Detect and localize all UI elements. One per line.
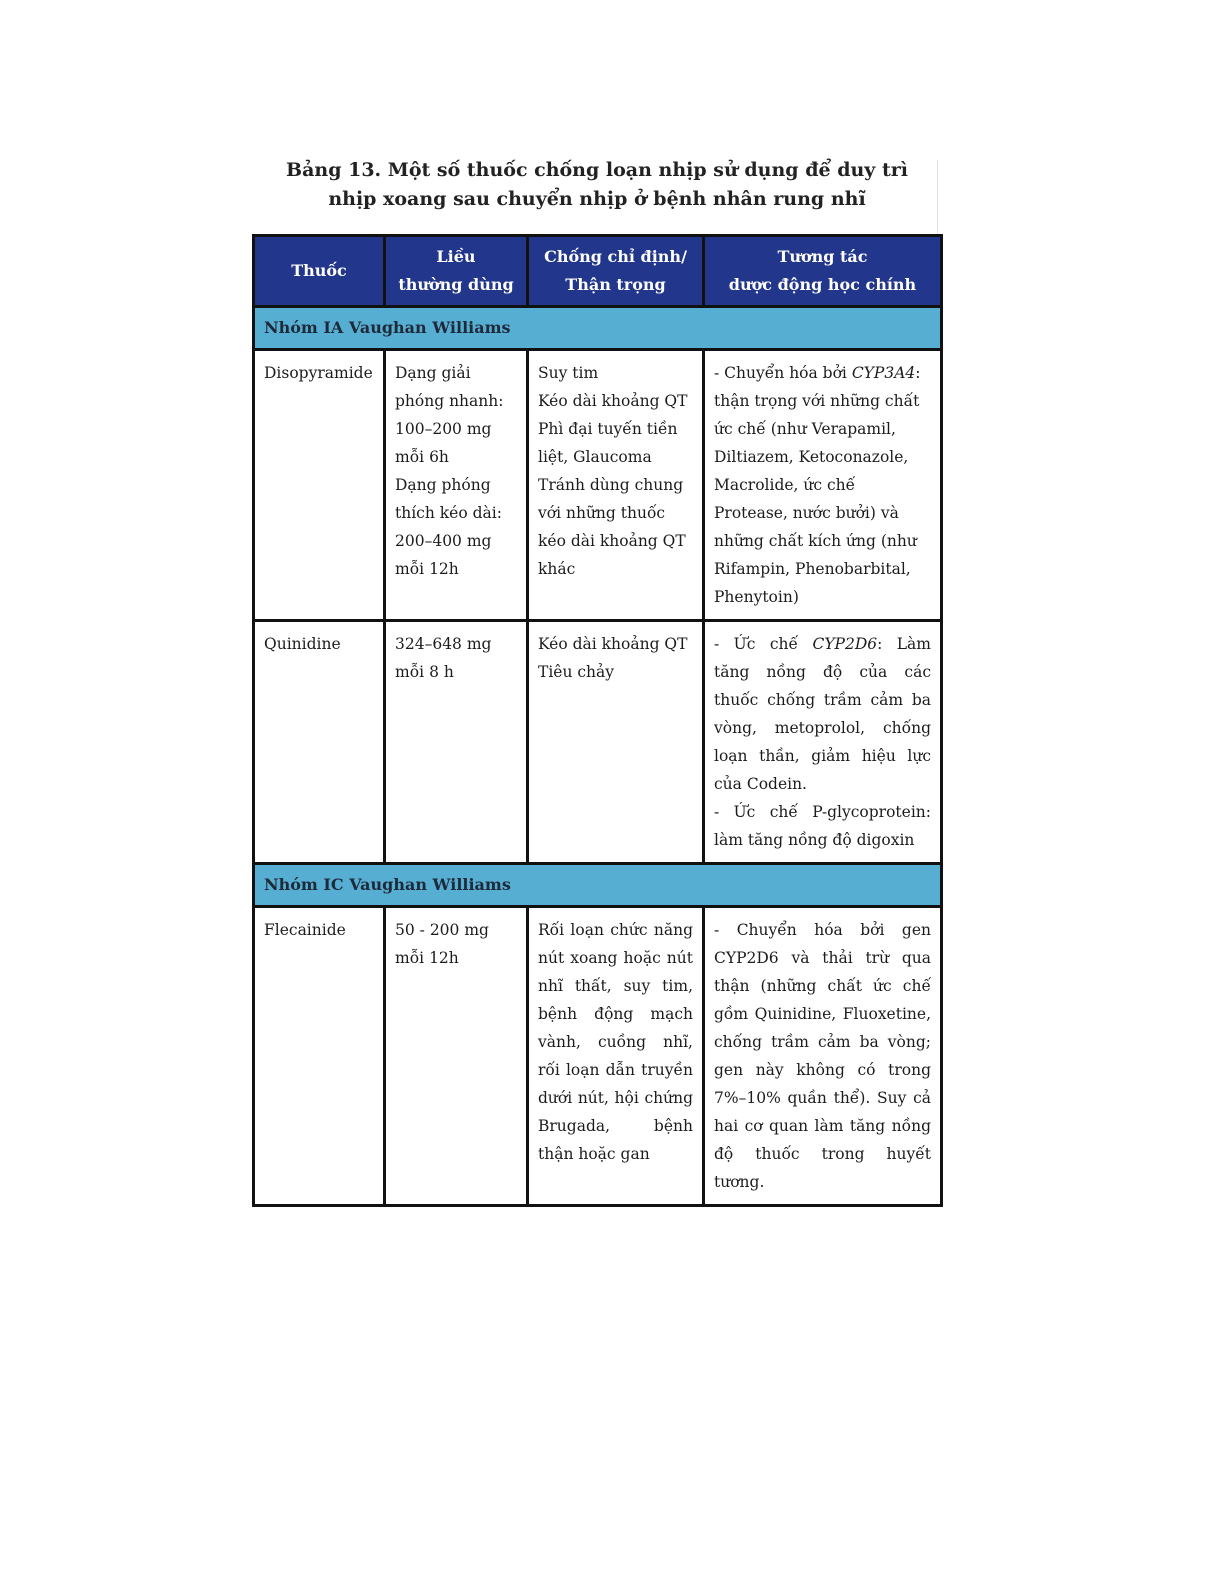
interaction-cell: - Chuyển hóa bởi gen CYP2D6 và thải trừ qua thận (những chất ức chế gồm Quinidine, Fluoxetine, chống trầm cảm ba vòng; gen này không có trong 7%–10% quần thể). Suy cả hai cơ quan làm tăng nồng độ thuốc trong huyết tương.: [704, 907, 942, 1206]
table-row-quinidine: [254, 621, 942, 864]
header-contraindication: Chống chỉ định/ Thận trọng: [528, 236, 704, 307]
contraindication-cell: Suy tim Kéo dài khoảng QT Phì đại tuyến tiền liệt, Glaucoma Tránh dùng chung với những thuốc kéo dài khoảng QT khác: [528, 350, 704, 621]
caption-line-1: Bảng 13. Một số thuốc chống loạn nhịp sử dụng để duy trì: [286, 159, 908, 181]
contraindication-cell: Kéo dài khoảng QT Tiêu chảy: [528, 621, 704, 864]
drug-name-cell: Disopyramide: [254, 350, 385, 621]
dose-cell: Dạng giải phóng nhanh: 100–200 mg mỗi 6h Dạng phóng thích kéo dài: 200–400 mg mỗi 12h: [385, 350, 528, 621]
group-label-ic: Nhóm IC Vaughan Williams: [254, 864, 942, 907]
interaction-cell: - Chuyển hóa bởi CYP3A4: thận trọng với những chất ức chế (như Verapamil, Diltiazem, Ketoconazole, Macrolide, ức chế Protease, nước bưởi) và những chất kích ứng (như Rifampin, Phenobarbital, Phenytoin): [704, 350, 942, 621]
drug-name-cell: Flecainide: [254, 907, 385, 1206]
drug-name-cell: Quinidine: [254, 621, 385, 864]
contraindication-cell: Rối loạn chức năng nút xoang hoặc nút nhĩ thất, suy tim, bệnh động mạch vành, cuồng nhĩ, rối loạn dẫn truyền dưới nút, hội chứng Brugada, bệnh thận hoặc gan: [528, 907, 704, 1206]
group-row-ia: [254, 307, 942, 350]
dose-cell: 50 - 200 mg mỗi 12h: [385, 907, 528, 1206]
caption-line-2: nhịp xoang sau chuyển nhịp ở bệnh nhân rung nhĩ: [328, 188, 866, 210]
header-row: [254, 236, 942, 307]
group-label-ia: Nhóm IA Vaughan Williams: [254, 307, 942, 350]
table-row-disopyramide: [254, 350, 942, 621]
dose-cell: 324–648 mg mỗi 8 h: [385, 621, 528, 864]
antiarrhythmic-drug-table: [252, 234, 943, 1207]
interaction-cell: - Ức chế CYP2D6: Làm tăng nồng độ của các thuốc chống trầm cảm ba vòng, metoprolol, chống loạn thần, giảm hiệu lực của Codein. - Ức chế P-glycoprotein: làm tăng nồng độ digoxin: [704, 621, 942, 864]
page-edge-rule: [937, 160, 938, 235]
table-caption: [252, 156, 942, 214]
header-interaction: Tương tác dược động học chính: [704, 236, 942, 307]
group-row-ic: [254, 864, 942, 907]
header-dose: Liều thường dùng: [385, 236, 528, 307]
table-row-flecainide: [254, 907, 942, 1206]
header-drug: Thuốc: [254, 236, 385, 307]
